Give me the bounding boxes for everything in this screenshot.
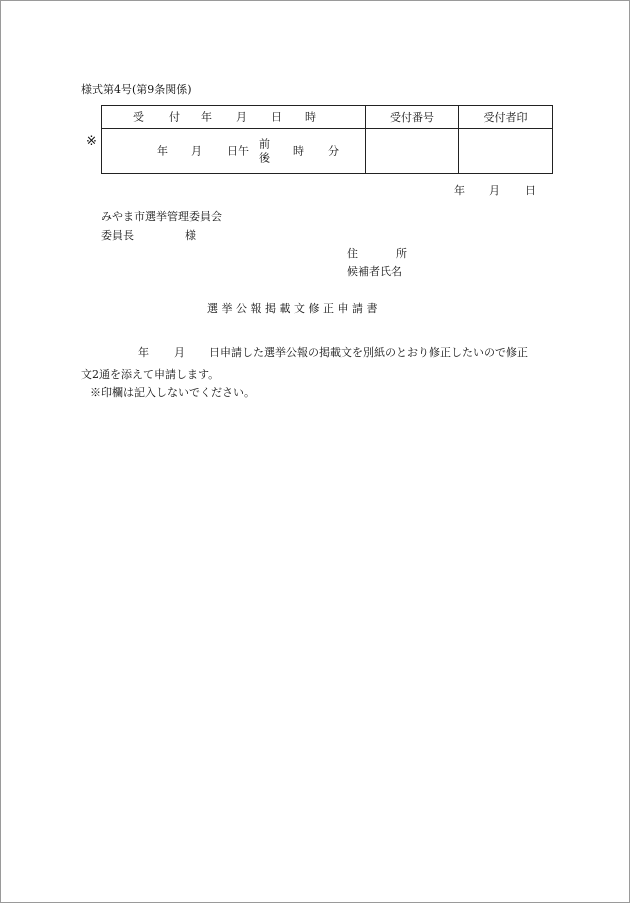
date-year: 年 — [454, 184, 465, 197]
addressee-chair: 委員長 — [101, 229, 134, 242]
ampm-after: 後 — [259, 151, 270, 164]
row-month: 月 — [191, 144, 202, 158]
reception-number-cell — [366, 129, 459, 174]
header-hour: 時 — [305, 110, 316, 124]
body-year: 年 — [138, 346, 149, 359]
row-day-noon: 日午 — [227, 144, 249, 158]
ampm-before: 前 — [259, 137, 270, 151]
addressee-organization: みやま市選挙管理委員会 — [101, 210, 222, 223]
header-month: 月 — [236, 110, 247, 124]
reception-number-header: 受付番号 — [366, 106, 459, 129]
note-text: ※印欄は記入しないでください。 — [90, 386, 255, 399]
document-title: 選 挙 公 報 掲 載 文 修 正 申 請 書 — [207, 302, 378, 315]
ampm-stack — [259, 137, 270, 165]
reception-table — [101, 105, 553, 174]
reception-datetime-cell — [102, 129, 366, 174]
reception-seal-cell — [459, 129, 553, 174]
address-label-2: 所 — [396, 247, 407, 260]
reception-seal-header: 受付者印 — [459, 106, 553, 129]
reception-datetime-header — [102, 106, 366, 129]
body-line2: 文2通を添えて申請します。 — [81, 368, 220, 381]
address-label-1: 住 — [347, 247, 358, 260]
row-minute: 分 — [328, 144, 339, 158]
row-year: 年 — [157, 144, 168, 158]
header-day: 日 — [271, 110, 282, 124]
reception-mark: ※ — [86, 134, 97, 149]
date-month: 月 — [489, 184, 500, 197]
body-line1-text: 日申請した選挙公報の掲載文を別紙のとおり修正したいので修正 — [209, 346, 528, 359]
body-month: 月 — [174, 346, 185, 359]
header-year: 年 — [201, 110, 212, 124]
row-hour: 時 — [293, 144, 304, 158]
addressee-honorific: 様 — [185, 229, 196, 242]
form-number: 様式第4号(第9条関係) — [81, 83, 192, 96]
header-tsuke: 付 — [169, 110, 180, 124]
candidate-name-label: 候補者氏名 — [347, 265, 402, 278]
header-uke: 受 — [133, 110, 144, 124]
date-day: 日 — [525, 184, 536, 197]
